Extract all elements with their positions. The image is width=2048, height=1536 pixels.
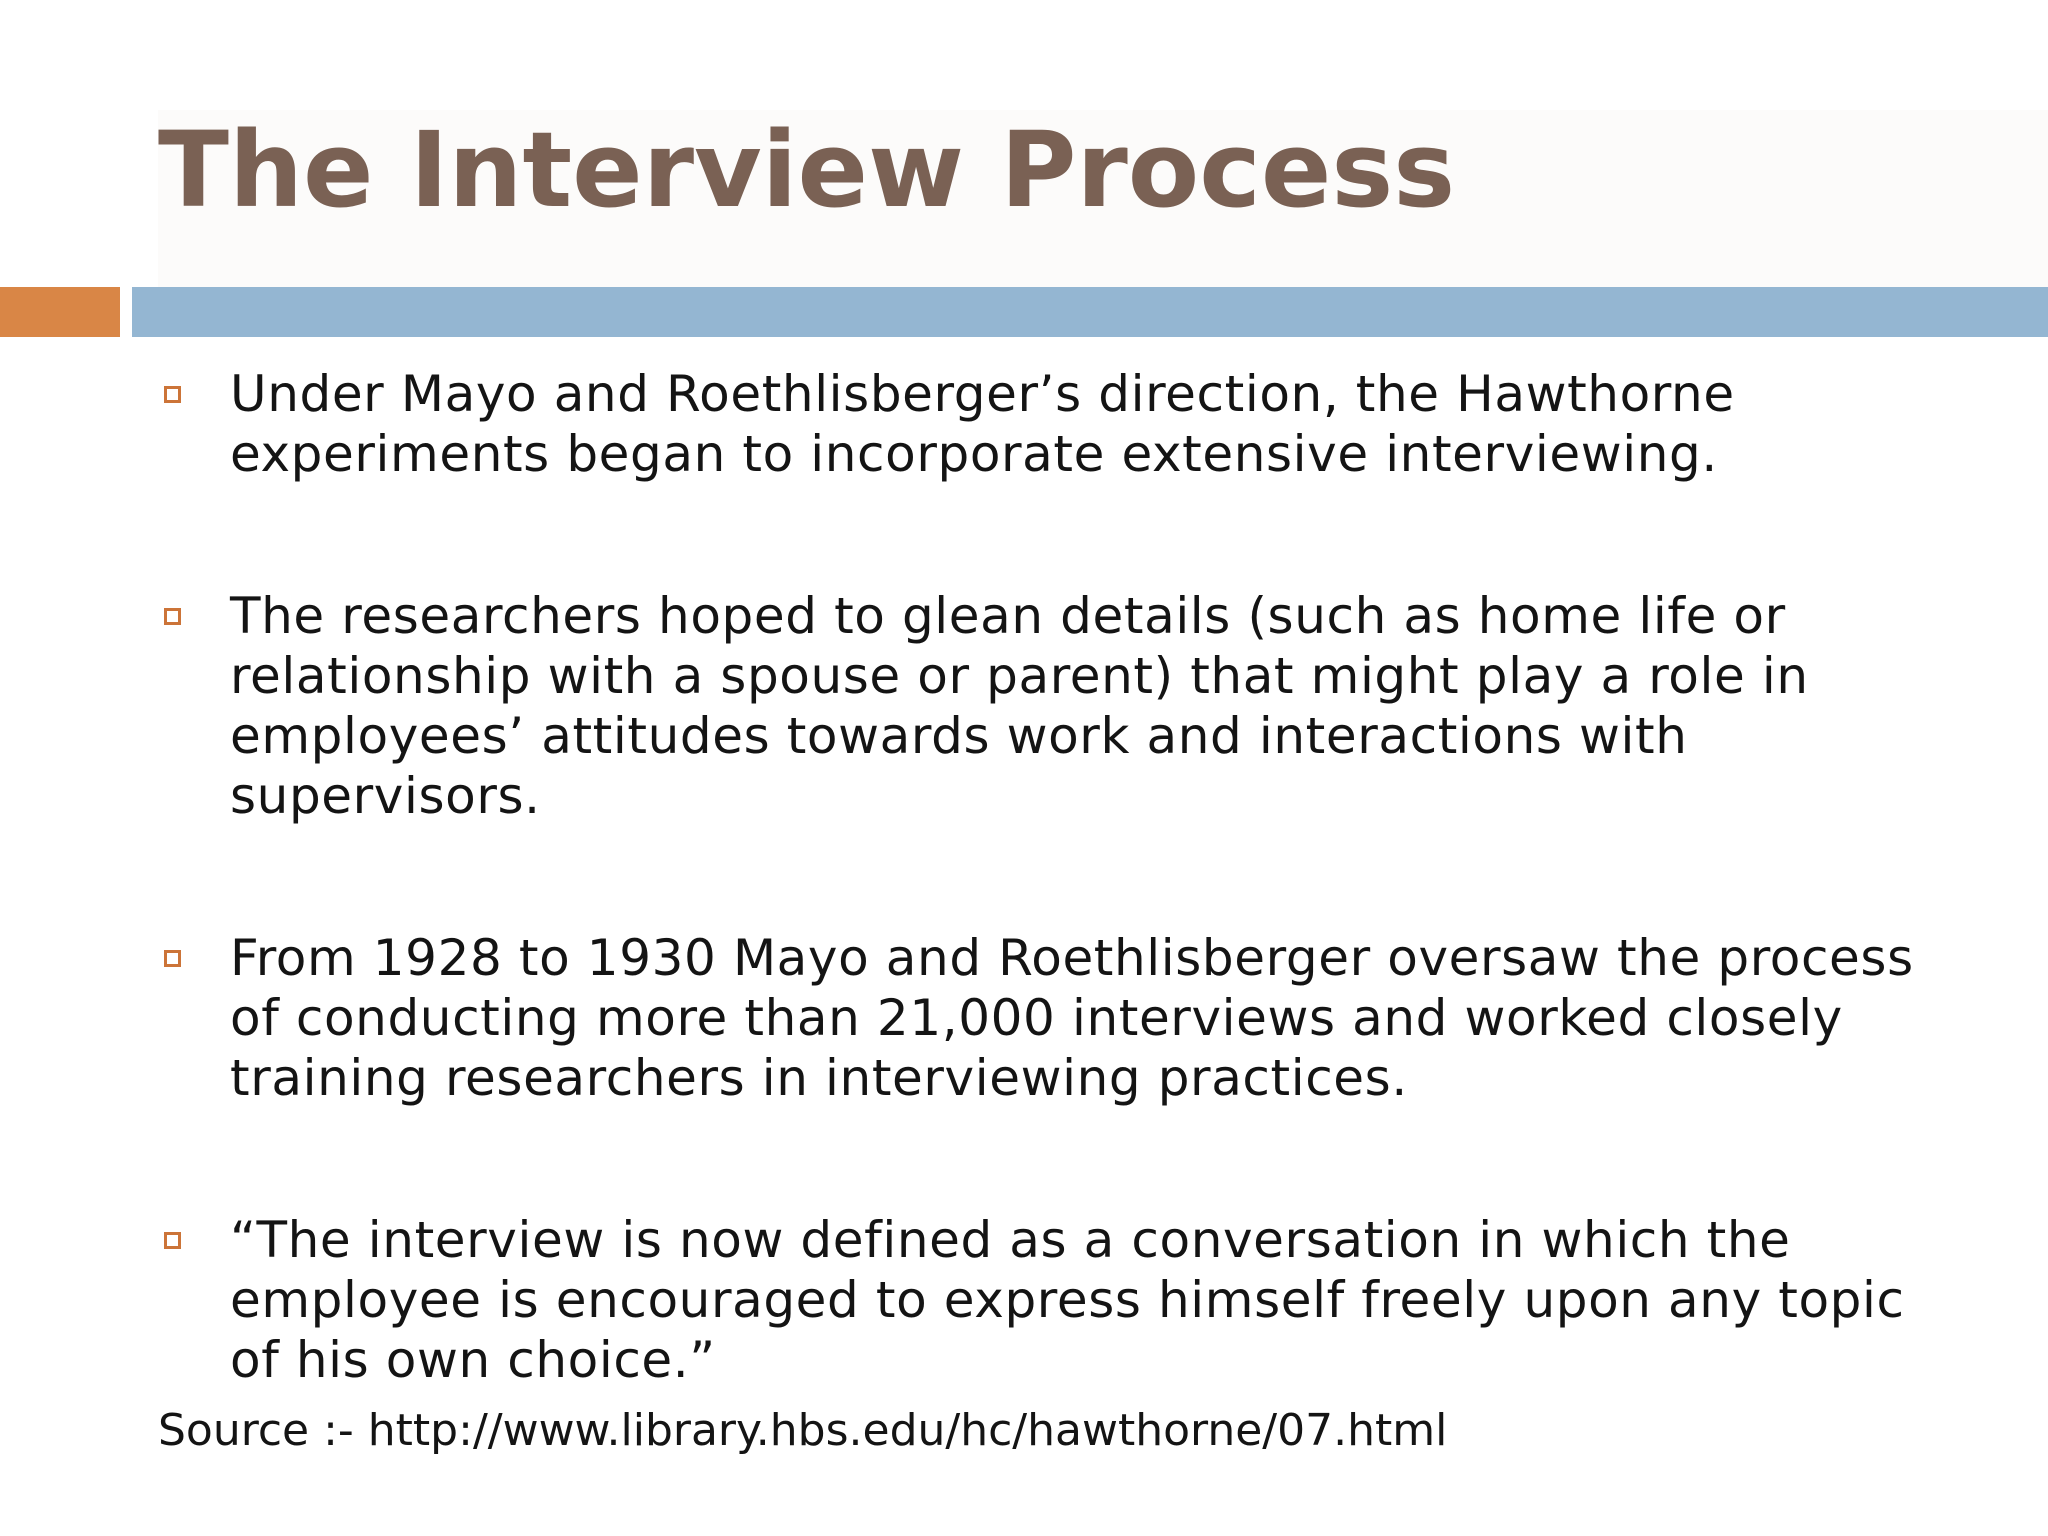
source-citation: Source :- http://www.library.hbs.edu/hc/hawthorne/07.html bbox=[158, 1405, 1448, 1456]
accent-bar-blue bbox=[132, 287, 2048, 337]
bullet-text: Under Mayo and Roethlisberger’s direction, the Hawthorne experiments began to incorporate extensive interviewing. bbox=[230, 365, 1735, 483]
bullet-item bbox=[160, 586, 1960, 826]
hollow-square-icon bbox=[164, 1232, 181, 1249]
bullet-text: The researchers hoped to glean details (such as home life or relationship with a spouse or parent) that might play a role in employees’ attitudes towards work and interactions with supervisors. bbox=[230, 587, 1809, 825]
bullet-list bbox=[160, 364, 1960, 1390]
bullet-text: “The interview is now defined as a conversation in which the employee is encouraged to express himself freely upon any topic of his own choice.” bbox=[230, 1211, 1905, 1389]
hollow-square-icon bbox=[164, 950, 181, 967]
bullet-item bbox=[160, 1210, 1960, 1390]
accent-bar-orange bbox=[0, 287, 120, 337]
hollow-square-icon bbox=[164, 608, 181, 625]
hollow-square-icon bbox=[164, 386, 181, 403]
bullet-item bbox=[160, 928, 1960, 1108]
bullet-text: From 1928 to 1930 Mayo and Roethlisberger oversaw the process of conducting more than 21,000 interviews and worked closely training researchers in interviewing practices. bbox=[230, 929, 1914, 1107]
slide-title: The Interview Process bbox=[158, 109, 1456, 231]
bullet-item bbox=[160, 364, 1960, 484]
